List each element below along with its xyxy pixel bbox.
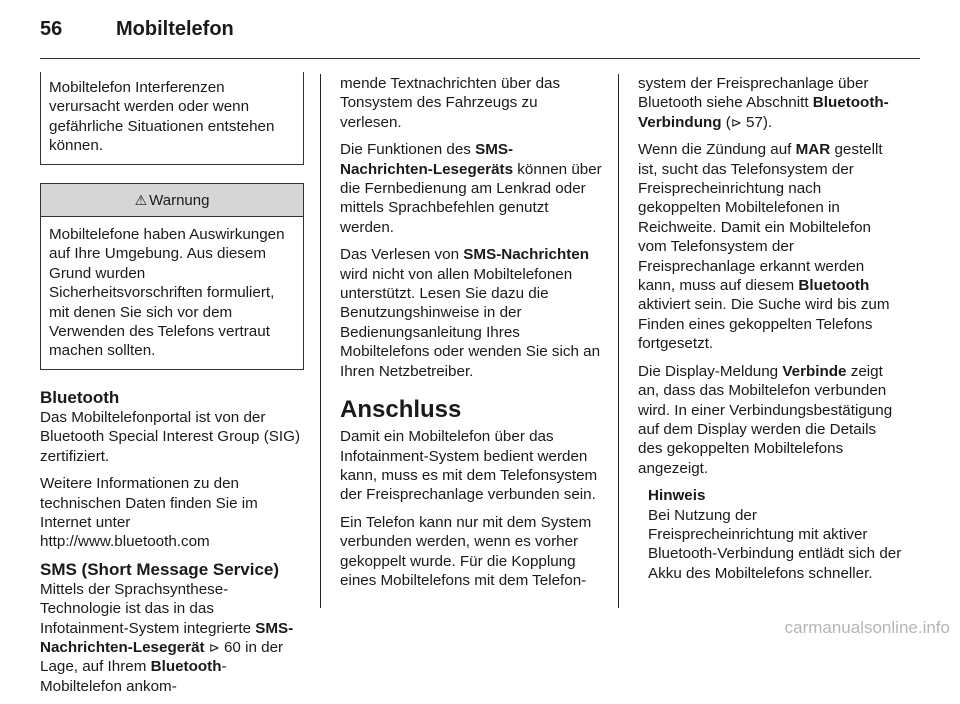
column-2 [340,74,602,598]
note-text: Bei Nutzung der Freisprecheinrichtung mit aktiver Bluetooth-Verbindung entlädt sich der Akku des Mobiltelefons schneller. [648,506,902,582]
sms-paragraph: Mittels der Sprachsynthese-Technologie ist das in das Infotainment-System integrierte SMS-Nachrichten-Lesegerät ⊳ 60 in der Lage, auf Ihrem Bluetooth-Mobiltelefon ankom- [40,580,294,695]
header-rule [40,58,920,59]
section-heading-sms: SMS (Short Message Service) [40,559,280,579]
sms-functions-paragraph: Die Funktionen des SMS-Nachrichten-Lesegeräts können über die Fernbedienung am Lenkrad oder mittels Sprachbefehlen genutzt werden. [340,141,602,236]
sms-reader-term: SMS-Nachrichten-Lesegerät [40,619,294,656]
anschluss-paragraph-2: Ein Telefon kann nur mit dem System verbunden werden, wenn es vorher gekoppelt wurde. Für die Kopplung eines Mobiltelefons mit dem Telefon- [340,513,592,589]
anschluss-paragraph-1: Damit ein Mobiltelefon über das Infotainment-System bedient werden kann, muss es mit dem Telefonsystem der Freisprechanlage verbunden sein. [340,428,598,504]
bluetooth-paragraph-1: Das Mobiltelefonportal ist von der Bluetooth Special Interest Group (SIG) zertifiziert. [40,408,301,465]
warning-continuation-box [40,72,304,165]
bluetooth-term: Bluetooth [150,658,222,676]
pairing-paragraph: system der Freisprechanlage über Bluetooth siehe Abschnitt Bluetooth-Verbindung (⊳ 57). [638,75,889,131]
bluetooth-connection-link: Bluetooth-Verbindung [638,94,889,131]
column-divider [618,74,619,608]
page-ref-arrow-icon: ⊳ [730,114,742,130]
bluetooth-paragraph-2: Weitere Informationen zu den technischen Daten finden Sie im Internet unter http://www.bluetooth.com [40,475,258,551]
sms-support-paragraph: Das Verlesen von SMS-Nachrichten wird nicht von allen Mobiltelefonen unterstützt. Lesen Sie dazu die Benutzungshinweise in der Bedienungsanleitung Ihres Mobiltelefons oder wenden Sie sich an Ihren Netzbetreiber. [340,246,601,380]
warning-triangle-icon: ⚠ [134,191,148,208]
watermark: carmanualsonline.info [784,618,950,637]
display-message-paragraph: Die Display-Meldung Verbinde zeigt an, dass das Mobiltelefon verbunden wird. In einer Verbindungsbestätigung auf dem Display werden die Details des gekoppelten Mobiltelefons angezeigt. [638,362,893,477]
note-heading: Hinweis [648,487,706,505]
warning-body: Mobiltelefone haben Auswirkungen auf Ihre Umgebung. Aus diesem Grund wurden Sicherheitsvorschriften formuliert, mit denen Sie sich vor dem Verwenden des Telefons vertraut machen sollten. [49,226,285,360]
column-divider [320,74,321,608]
column-1 [40,74,304,704]
warning-box [40,183,304,370]
note-block [638,486,902,583]
sms-continuation-paragraph: mende Textnachrichten über das Tonsystem des Fahrzeugs zu verlesen. [340,75,561,131]
section-heading-anschluss: Anschluss [340,396,462,424]
warning-continuation-text: Mobiltelefon Interferenzen verursacht werden oder wenn gefährliche Situationen entstehen können. [49,79,275,155]
page-title: Mobiltelefon [116,18,234,40]
section-heading-bluetooth: Bluetooth [40,387,120,407]
page-header [40,14,920,62]
ignition-paragraph: Wenn die Zündung auf MAR gestellt ist, sucht das Telefonsystem der Freisprecheinrichtung nach gekoppelten Mobiltelefonen in Reichweite. Damit ein Mobiltelefon vom Telefonsystem der Freisprechanlage erkannt werden kann, muss auf diesem Bluetooth aktiviert sein. Die Suche wird bis zum Finden eines gekoppelten Telefons fortgesetzt. [638,141,890,353]
column-3 [638,74,902,583]
warning-header [41,184,303,217]
page-ref-arrow-icon: ⊳ [208,639,220,655]
warning-title: Warnung [149,191,210,209]
page-number: 56 [40,18,63,40]
